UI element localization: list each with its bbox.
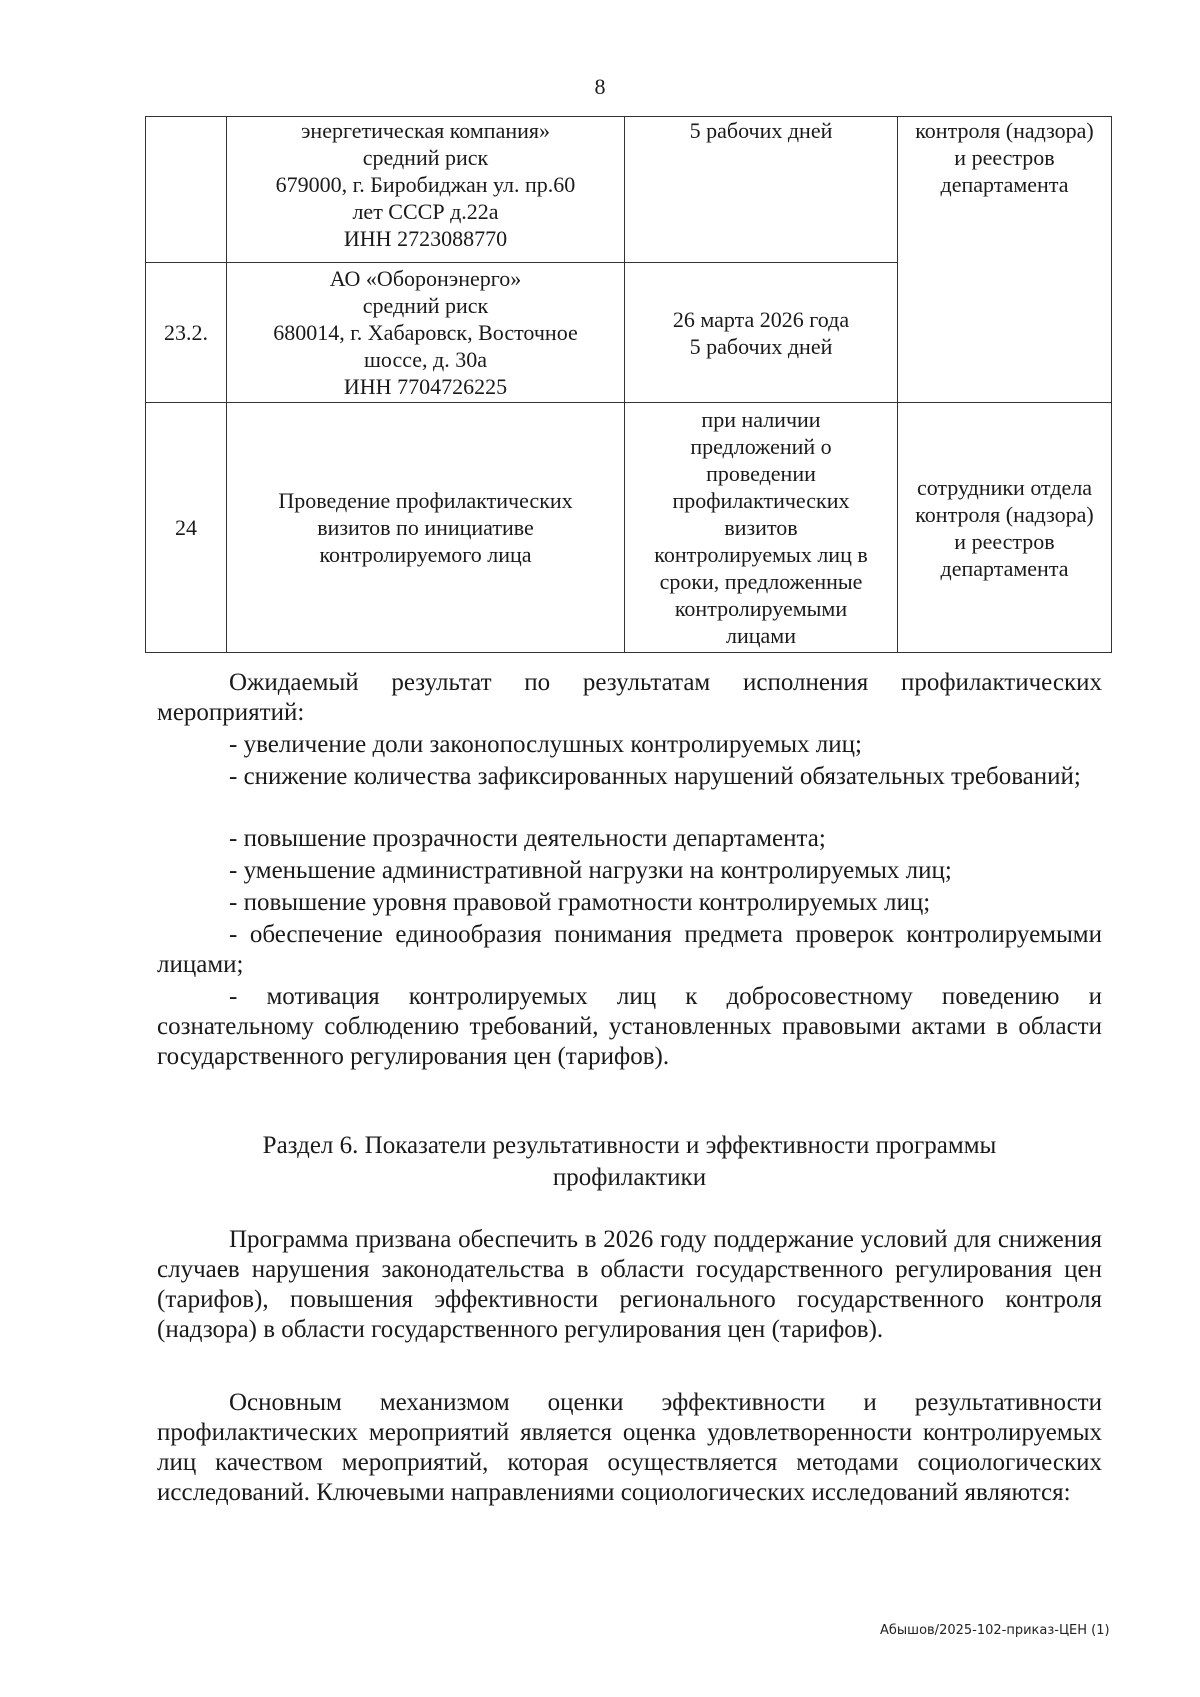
cell-organization — [227, 263, 625, 403]
expected-item: - снижение количества зафиксированных нарушений обязательных требований; — [229, 763, 1081, 790]
term-line: 5 рабочих дней — [689, 333, 833, 359]
term-line: профилактических — [672, 488, 850, 513]
org-line: средний риск — [362, 293, 489, 318]
measures-table — [145, 116, 1112, 653]
cell-responsible — [898, 117, 1112, 403]
cell-term — [625, 117, 898, 263]
term-line: предложений о — [690, 434, 832, 459]
expected-item: - повышение прозрачности деятельности департамента; — [229, 825, 826, 852]
term-line: при наличии — [701, 407, 821, 432]
document-footer: Абышов/2025-102-приказ-ЦЕН (1) — [880, 1623, 1110, 1638]
page-number: 8 — [594, 74, 606, 99]
section-paragraph: Основным механизмом оценки эффективности и результативности профилактических мероприятий является оценка удовлетворенности контролируемых лиц качеством мероприятий, которая осуществляется методами социологических исследований. Ключевыми направлениями социологических исследований являются: — [157, 1389, 1102, 1506]
resp-line: сотрудники отдела — [916, 474, 1093, 500]
section-heading-line: профилактики — [552, 1164, 707, 1191]
expected-item: - увеличение доли законопослушных контролируемых лиц; — [229, 731, 862, 758]
resp-line: контроля (надзора) — [915, 501, 1094, 527]
resp-line: департамента — [940, 172, 1069, 197]
table-row — [146, 403, 1112, 653]
section-heading — [157, 1130, 1102, 1194]
org-line: энергетическая компания» — [300, 118, 551, 143]
resp-line: департамента — [940, 555, 1069, 581]
cell-number: 23.2. — [146, 263, 227, 403]
org-line: лет СССР д.22а — [352, 199, 499, 224]
cell-responsible — [898, 403, 1112, 653]
expected-intro: Ожидаемый результат по результатам исполнения профилактических мероприятий: — [157, 669, 1102, 726]
resp-line: контроля (надзора) — [915, 118, 1094, 143]
org-line: Проведение профилактических — [278, 488, 573, 513]
cell-number — [146, 117, 227, 263]
org-line: средний риск — [362, 145, 489, 170]
term-line: лицами — [726, 623, 796, 648]
cell-term — [625, 263, 898, 403]
org-line: 679000, г. Биробиджан ул. пр.60 — [275, 172, 576, 197]
org-line: шоссе, д. 30а — [363, 347, 487, 372]
term-line: контролируемых лиц в — [654, 542, 868, 567]
org-line: АО «Оборонэнерго» — [329, 266, 522, 291]
term-line: визитов — [724, 515, 798, 540]
org-line: визитов по инициативе — [317, 515, 534, 540]
section-paragraph: Программа призвана обеспечить в 2026 году поддержание условий для снижения случаев нарушения законодательства в области государственного регулирования цен (тарифов), повышения эффективности регионального государственного контроля (надзора) в области государственного регулирования цен (тарифов). — [157, 1226, 1102, 1343]
term-line: сроки, предложенные — [659, 569, 863, 594]
resp-line: и реестров — [954, 145, 1055, 170]
org-line: ИНН 2723088770 — [343, 226, 508, 251]
term-line: контролируемыми — [674, 596, 848, 621]
term-line: 26 марта 2026 года — [672, 306, 850, 332]
org-line: ИНН 7704726225 — [343, 374, 508, 399]
org-line: 680014, г. Хабаровск, Восточное — [273, 320, 578, 345]
expected-item: - повышение уровня правовой грамотности контролируемых лиц; — [229, 889, 931, 916]
resp-line: и реестров — [954, 528, 1055, 554]
term-line: проведении — [706, 461, 816, 486]
table-row — [146, 117, 1112, 263]
section-heading-line: Раздел 6. Показатели результативности и эффективности программы — [262, 1132, 997, 1159]
cell-organization — [227, 117, 625, 263]
expected-item: - уменьшение административной нагрузки на контролируемых лиц; — [229, 857, 952, 884]
cell-term — [625, 403, 898, 653]
cell-organization — [227, 403, 625, 653]
term-line: 5 рабочих дней — [689, 118, 833, 143]
cell-number: 24 — [146, 403, 227, 653]
expected-item: - мотивация контролируемых лиц к добросовестному поведению и сознательному соблюдению требований, установленных правовыми актами в области государственного регулирования цен (тарифов). — [157, 983, 1102, 1070]
org-line: контролируемого лица — [319, 542, 532, 567]
expected-item: - обеспечение единообразия понимания предмета проверок контролируемыми лицами; — [157, 921, 1102, 978]
